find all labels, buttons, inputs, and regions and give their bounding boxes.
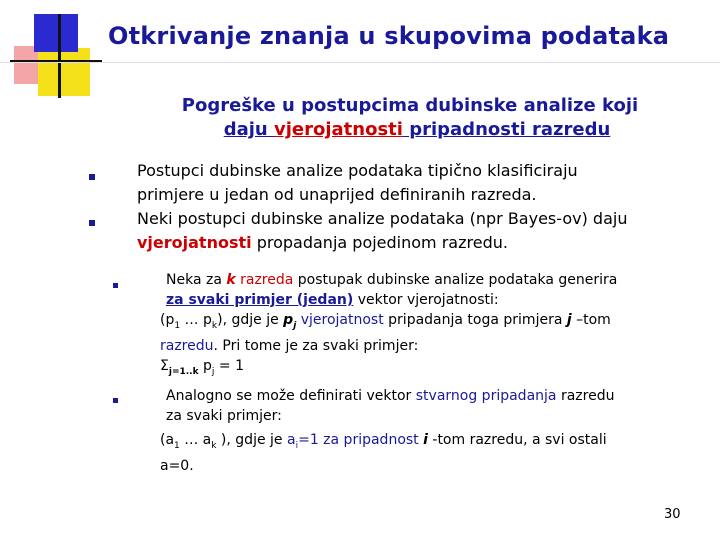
bullet-1-line-2: primjere u jedan od unaprijed definiranih razreda. — [137, 185, 537, 204]
sub2-true-membership: stvarnog pripadanja — [415, 388, 557, 404]
sub1-text-a: Neka za — [166, 272, 227, 288]
sub2-ai: a — [286, 432, 296, 448]
sub1-p-sub1: 1 — [174, 320, 181, 331]
sub1-sum-pj: j — [211, 366, 215, 377]
sub-bullet-item-1 — [160, 270, 617, 382]
bullet-item-1 — [137, 159, 578, 207]
sub1-probability: vjerojatnost — [296, 312, 384, 328]
sub2-ai-sub: i — [295, 440, 299, 451]
sub1-th: –tom — [571, 312, 611, 328]
subtitle-line-2a: daju — [223, 119, 274, 140]
sub1-razredu: razredu — [160, 337, 214, 354]
title-divider — [0, 62, 720, 63]
sub1-equals-one: = 1 — [214, 357, 244, 374]
bullet-marker-2 — [89, 220, 95, 226]
sub1-sum-p: p — [198, 357, 212, 374]
sub2-a-open: (a — [160, 432, 175, 448]
sub2-a-zero: a=0. — [160, 457, 194, 474]
sub1-therefore: . Pri tome je za svaki primjer: — [213, 337, 419, 354]
sub1-razreda: razreda — [235, 272, 294, 288]
sub1-for-each-example: za svaki primjer (jedan) — [166, 292, 354, 308]
sub1-where: ), gdje je — [217, 312, 284, 328]
sub1-membership: pripadanja toga primjera — [383, 312, 567, 328]
slide-subtitle — [95, 94, 720, 142]
subtitle-highlight: vjerojatnosti — [274, 119, 403, 140]
sub1-p-dots: … p — [180, 312, 212, 328]
sub2-i: i — [423, 432, 428, 448]
subtitle-line-2c: pripadnosti razredu — [402, 119, 611, 140]
decor-blue-square — [34, 14, 78, 52]
sub1-k: k — [226, 272, 236, 288]
bullet-2-line-1: Neki postupci dubinske analize podataka (npr Bayes-ov) daju — [137, 209, 628, 228]
sub1-text-c: postupak dubinske analize podataka generira — [293, 272, 618, 288]
sub2-where: ), gdje je — [216, 432, 287, 448]
sub-bullet-item-2 — [160, 386, 614, 476]
sub1-sigma-range: j=1..k — [168, 366, 199, 377]
sub2-a-subk: k — [211, 440, 217, 451]
sub2-th-class: -tom razredu, a svi ostali — [427, 432, 607, 448]
sub1-pj: p — [283, 312, 294, 328]
bullet-1-line-1: Postupci dubinske analize podataka tipično klasificiraju — [137, 161, 578, 180]
bullet-item-2 — [137, 207, 627, 255]
sub1-j: j — [566, 312, 572, 328]
sub2-text-a: Analogno se može definirati vektor — [166, 388, 416, 404]
sub1-vector-text: vektor vjerojatnosti: — [353, 292, 499, 308]
page-number: 30 — [664, 507, 681, 522]
bullet-2-highlight: vjerojatnosti — [137, 233, 252, 252]
slide-title: Otkrivanje znanja u skupovima podataka — [108, 22, 670, 50]
sub2-a-sub1: 1 — [174, 440, 180, 451]
decor-vertical-line — [58, 14, 61, 98]
bullet-marker-1 — [89, 174, 95, 180]
subtitle-line-1: Pogreške u postupcima dubinske analize koji — [181, 95, 639, 116]
sub2-for-each: za svaki primjer: — [166, 408, 282, 424]
sub1-p-open: (p — [160, 312, 175, 328]
sub2-a-dots: … a — [179, 432, 212, 448]
sub2-ai-equals: =1 za pripadnost — [298, 432, 424, 448]
sub-bullet-marker-2 — [113, 398, 118, 403]
sub1-pj-sub: j — [293, 320, 297, 331]
sub-bullet-marker-1 — [113, 283, 118, 288]
decor-yellow-square — [38, 48, 90, 96]
sub1-p-subk: k — [211, 320, 218, 331]
sub1-sigma: Σ — [160, 357, 169, 374]
sub2-razredu: razredu — [556, 388, 615, 404]
bullet-2-line-2: propadanja pojedinom razredu. — [251, 233, 508, 252]
